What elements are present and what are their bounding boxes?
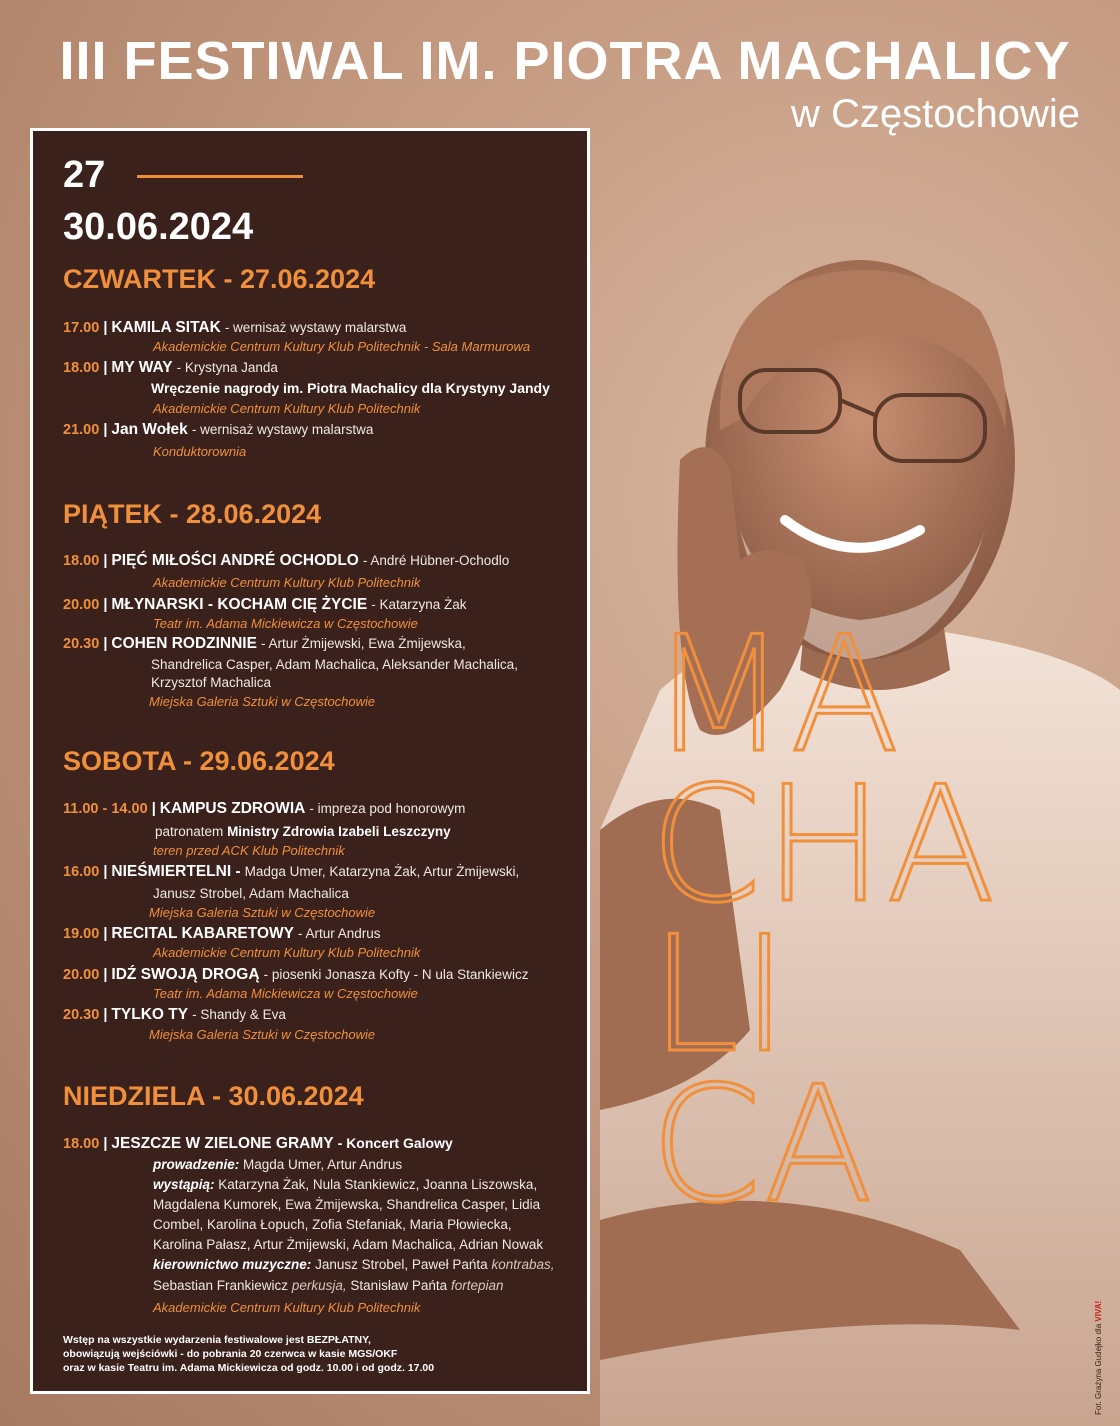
photo-credit	[1094, 1301, 1103, 1415]
music-name: Stanisław Pańta	[350, 1278, 448, 1293]
event-name: KAMPUS ZDROWIA	[159, 800, 306, 817]
decorative-name	[650, 601, 998, 1238]
day-heading: PIĄTEK - 28.06.2024	[63, 499, 322, 529]
event-performers	[153, 1175, 537, 1194]
date-range	[63, 149, 253, 253]
event-desc-bold: Ministry Zdrowia Izabeli Leszczyny	[227, 824, 451, 839]
performers-label: wystąpią:	[153, 1177, 215, 1192]
date-start: 27	[63, 154, 106, 196]
performers-line: Karolina Pałasz, Artur Żmijewski, Adam Machalica, Adrian Nowak	[153, 1237, 544, 1252]
event-time: 21.00	[63, 422, 100, 438]
event-name: JESZCZE W ZIELONE GRAMY	[111, 1135, 334, 1152]
big-name-line: LI	[650, 901, 791, 1088]
event-row: 20.00 | MŁYNARSKI - KOCHAM CIĘ ŻYCIE - Katarzyna Żak	[63, 596, 467, 613]
event-desc: - Koncert Galowy	[337, 1135, 453, 1151]
event-row: 11.00 - 14.00 | KAMPUS ZDROWIA - impreza pod honorowym	[63, 800, 466, 817]
big-name-line: CHA	[650, 751, 998, 938]
event-row: 20.30 | TYLKO TY - Shandy & Eva	[63, 1006, 286, 1023]
event-name: PIĘĆ MIŁOŚCI ANDRÉ OCHODLO	[111, 552, 359, 569]
event-time: 17.00	[63, 320, 100, 336]
event-desc-line: Janusz Strobel, Adam Machalica	[153, 886, 349, 901]
event-venue: teren przed ACK Klub Politechnik	[153, 843, 345, 858]
event-time: 19.00	[63, 926, 100, 942]
event-desc: - wernisaż wystawy malarstwa	[224, 320, 407, 335]
event-row: 20.00 | IDŹ SWOJĄ DROGĄ - piosenki Jonasza Kofty - N ula Stankiewicz	[63, 966, 529, 983]
event-venue: Miejska Galeria Sztuki w Częstochowie	[149, 1027, 376, 1042]
event-venue: Akademickie Centrum Kultury Klub Politechnik	[153, 575, 421, 590]
event-name: MY WAY	[111, 359, 173, 376]
day-heading: NIEDZIELA - 30.06.2024	[63, 1081, 364, 1111]
event-venue: Akademickie Centrum Kultury Klub Politechnik	[153, 401, 421, 416]
date-separator	[137, 175, 303, 178]
admission-line: oraz w kasie Teatru im. Adama Mickiewicza od godz. 10.00 i od godz. 17.00	[63, 1362, 435, 1374]
music-direction-line	[153, 1276, 504, 1295]
event-venue: Akademickie Centrum Kultury Klub Politechnik	[153, 945, 421, 960]
event-desc-line	[155, 822, 451, 841]
event-desc: - Krystyna Janda	[176, 360, 278, 375]
event-desc: - Katarzyna Żak	[371, 597, 467, 612]
admission-line: obowiązują wejściówki - do pobrania 20 czerwca w kasie MGS/OKF	[63, 1348, 398, 1360]
photo-credit-brand: VIVA!	[1094, 1300, 1103, 1322]
event-row: 18.00 | JESZCZE W ZIELONE GRAMY - Koncert Galowy	[63, 1135, 453, 1152]
event-name: MŁYNARSKI - KOCHAM CIĘ ŻYCIE	[111, 596, 368, 613]
event-name: IDŹ SWOJĄ DROGĄ	[111, 966, 260, 983]
date-end: 30.06.2024	[63, 206, 254, 248]
event-name: RECITAL KABARETOWY	[111, 925, 294, 942]
performers-line: Katarzyna Żak, Nula Stankiewicz, Joanna Liszowska,	[218, 1177, 538, 1192]
event-time: 20.00	[63, 967, 100, 983]
event-desc: - André Hübner-Ochodlo	[362, 553, 510, 568]
performers-line: Combel, Karolina Łopuch, Zofia Stefaniak, Maria Płowiecka,	[153, 1217, 512, 1232]
event-venue: Miejska Galeria Sztuki w Częstochowie	[149, 905, 376, 920]
performers-line: Magdalena Kumorek, Ewa Żmijewska, Shandrelica Casper, Lidia	[153, 1197, 541, 1212]
event-time: 18.00	[63, 553, 100, 569]
festival-subtitle: w Częstochowie	[790, 92, 1080, 136]
lead-names: Magda Umer, Artur Andrus	[243, 1157, 403, 1172]
event-row: 21.00 | Jan Wołek - wernisaż wystawy malarstwa	[63, 421, 374, 438]
event-time: 20.30	[63, 1007, 100, 1023]
event-time: 20.00	[63, 597, 100, 613]
event-row: 20.30 | COHEN RODZINNIE - Artur Żmijewski, Ewa Żmijewska,	[63, 635, 466, 652]
music-instrument: perkusja,	[291, 1278, 347, 1293]
event-name: Jan Wołek	[111, 421, 188, 438]
event-name: TYLKO TY	[111, 1006, 189, 1023]
photo-credit-text: Fot. Grażyna Gudejko dla	[1094, 1323, 1103, 1415]
music-label: kierownictwo muzyczne:	[153, 1257, 312, 1272]
event-desc-line: Shandrelica Casper, Adam Machalica, Aleksander Machalica,	[151, 657, 518, 672]
big-name-line: MA	[650, 601, 902, 788]
event-desc-line: Krzysztof Machalica	[151, 675, 272, 690]
event-desc-text: patronatem	[155, 824, 224, 839]
event-time: 18.00	[63, 360, 100, 376]
event-extra: Wręczenie nagrody im. Piotra Machalicy dla Krystyny Jandy	[151, 380, 550, 396]
music-instrument: fortepian	[450, 1278, 504, 1293]
day-heading: CZWARTEK - 27.06.2024	[63, 264, 376, 294]
event-time: 20.30	[63, 636, 100, 652]
event-venue: Akademickie Centrum Kultury Klub Politechnik	[153, 1300, 421, 1315]
event-desc: Madga Umer, Katarzyna Żak, Artur Żmijewski,	[244, 864, 520, 879]
event-row: 18.00 | MY WAY - Krystyna Janda	[63, 359, 278, 376]
day-heading: SOBOTA - 29.06.2024	[63, 746, 335, 776]
music-direction	[153, 1255, 554, 1274]
event-name: NIEŚMIERTELNI -	[111, 863, 241, 880]
lead-label: prowadzenie:	[153, 1157, 240, 1172]
event-row: 18.00 | PIĘĆ MIŁOŚCI ANDRÉ OCHODLO - André Hübner-Ochodlo	[63, 552, 510, 569]
music-name: Janusz Strobel, Paweł Pańta	[315, 1257, 488, 1272]
event-row: 16.00 | NIEŚMIERTELNI - Madga Umer, Katarzyna Żak, Artur Żmijewski,	[63, 863, 520, 880]
event-desc: - Artur Żmijewski, Ewa Żmijewska,	[261, 636, 466, 651]
event-row: 19.00 | RECITAL KABARETOWY - Artur Andrus	[63, 925, 381, 942]
schedule-panel	[30, 128, 590, 1394]
admission-note	[63, 1333, 434, 1375]
event-desc: - wernisaż wystawy malarstwa	[191, 422, 374, 437]
event-venue: Akademickie Centrum Kultury Klub Politechnik - Sala Marmurowa	[153, 339, 531, 354]
event-row: 17.00 | KAMILA SITAK - wernisaż wystawy malarstwa	[63, 319, 407, 336]
event-desc: - impreza pod honorowym	[309, 801, 466, 816]
event-venue: Teatr im. Adama Mickiewicza w Częstochowie	[153, 986, 418, 1001]
event-time: 18.00	[63, 1136, 100, 1152]
event-desc: - piosenki Jonasza Kofty - N ula Stankiewicz	[263, 967, 529, 982]
event-venue: Konduktorownia	[153, 444, 247, 459]
festival-title: III FESTIWAL IM. PIOTRA MACHALICY	[59, 31, 1071, 91]
music-instrument: kontrabas,	[491, 1257, 555, 1272]
event-venue: Miejska Galeria Sztuki w Częstochowie	[149, 694, 376, 709]
big-name-line: CA	[650, 1051, 876, 1238]
event-desc: - Artur Andrus	[298, 926, 381, 941]
event-time: 11.00 - 14.00	[63, 801, 148, 817]
event-name: COHEN RODZINNIE	[111, 635, 257, 652]
event-venue: Teatr im. Adama Mickiewicza w Częstochowie	[153, 616, 418, 631]
music-name: Sebastian Frankiewicz	[153, 1278, 289, 1293]
admission-line: Wstęp na wszystkie wydarzenia festiwalowe jest BEZPŁATNY,	[63, 1334, 371, 1346]
event-lead	[153, 1155, 402, 1174]
event-time: 16.00	[63, 864, 100, 880]
event-desc: - Shandy & Eva	[192, 1007, 286, 1022]
event-name: KAMILA SITAK	[111, 319, 221, 336]
